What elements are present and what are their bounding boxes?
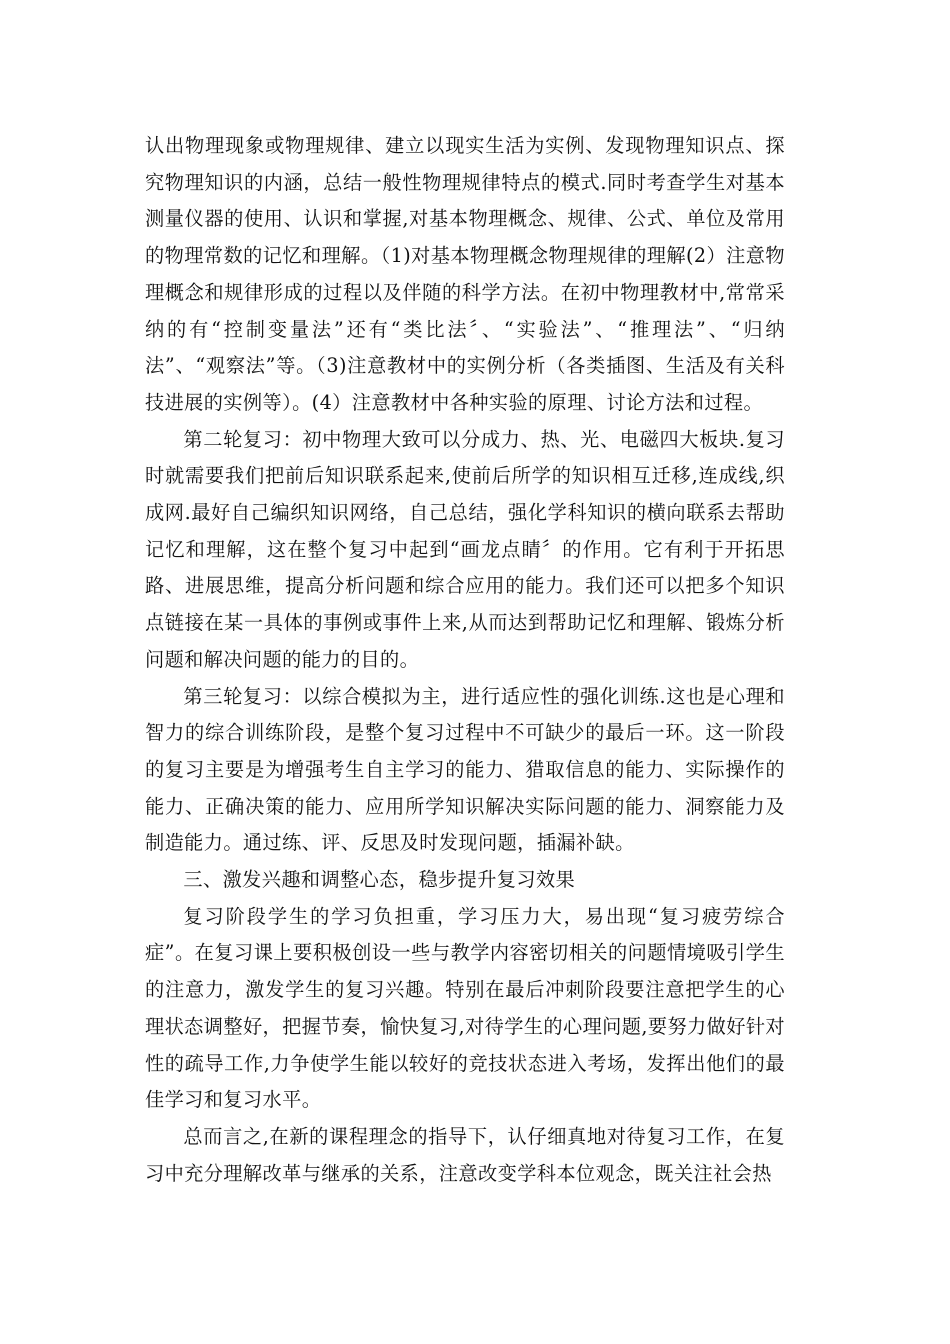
- paragraph-second-round-review: 第二轮复习：初中物理大致可以分成力、热、光、电磁四大板块.复习时就需要我们把前后知识联系起来,使前后所学的知识相互迁移,连成线,织成网.最好自己编织知识网络，自己总结，强化学科知识的横向联系去帮助记忆和理解，这在整个复习中起到“画龙点睛〞的作用。它有利于开拓思路、进展思维，提高分析问题和综合应用的能力。我们还可以把多个知识点链接在某一具体的事例或事件上来,从而达到帮助记忆和理解、锻炼分析问题和解决问题的能力的目的。: [145, 427, 785, 671]
- paragraph-third-round-review: 第三轮复习：以综合模拟为主，进行适应性的强化训练.这也是心理和智力的综合训练阶段，是整个复习过程中不可缺少的最后一环。这一阶段的复习主要是为增强考生自主学习的能力、猎取信息的能力、实际操作的能力、正确决策的能力、应用所学知识解决实际问题的能力、洞察能力及制造能力。通过练、评、反思及时发现问题，插漏补缺。: [145, 684, 785, 855]
- paragraph-methods: 认出物理现象或物理规律、建立以现实生活为实例、发现物理知识点、探究物理知识的内涵，总结一般性物理规律特点的模式.同时考查学生对基本测量仪器的使用、认识和掌握,对基本物理概念、规律、公式、单位及常用的物理常数的记忆和理解。（1)对基本物理概念物理规律的理解(2）注意物理概念和规律形成的过程以及伴随的科学方法。在初中物理教材中,常常采纳的有“控制变量法”还有“类比法〞、“实验法”、“推理法”、“归纳法”、“观察法”等。（3)注意教材中的实例分析（各类插图、生活及有关科技进展的实例等）。(4）注意教材中各种实验的原理、讨论方法和过程。: [145, 134, 785, 414]
- paragraph-conclusion: 总而言之,在新的课程理念的指导下，认仔细真地对待复习工作，在复习中充分理解改革与继承的关系，注意改变学科本位观念，既关注社会热: [145, 1124, 785, 1185]
- paragraph-review-fatigue: 复习阶段学生的学习负担重，学习压力大，易出现“复习疲劳综合症”。在复习课上要积极创设一些与教学内容密切相关的问题情境吸引学生的注意力，激发学生的复习兴趣。特别在最后冲刺阶段要注意把学生的心理状态调整好，把握节奏，愉快复习,对待学生的心理问题,要努力做好针对性的疏导工作,力争使学生能以较好的竞技状态进入考场，发挥出他们的最佳学习和复习水平。: [145, 904, 785, 1112]
- document-body: [145, 128, 785, 1192]
- section-heading-interest-and-mindset: 三、激发兴趣和调整心态，稳步提升复习效果: [183, 868, 576, 892]
